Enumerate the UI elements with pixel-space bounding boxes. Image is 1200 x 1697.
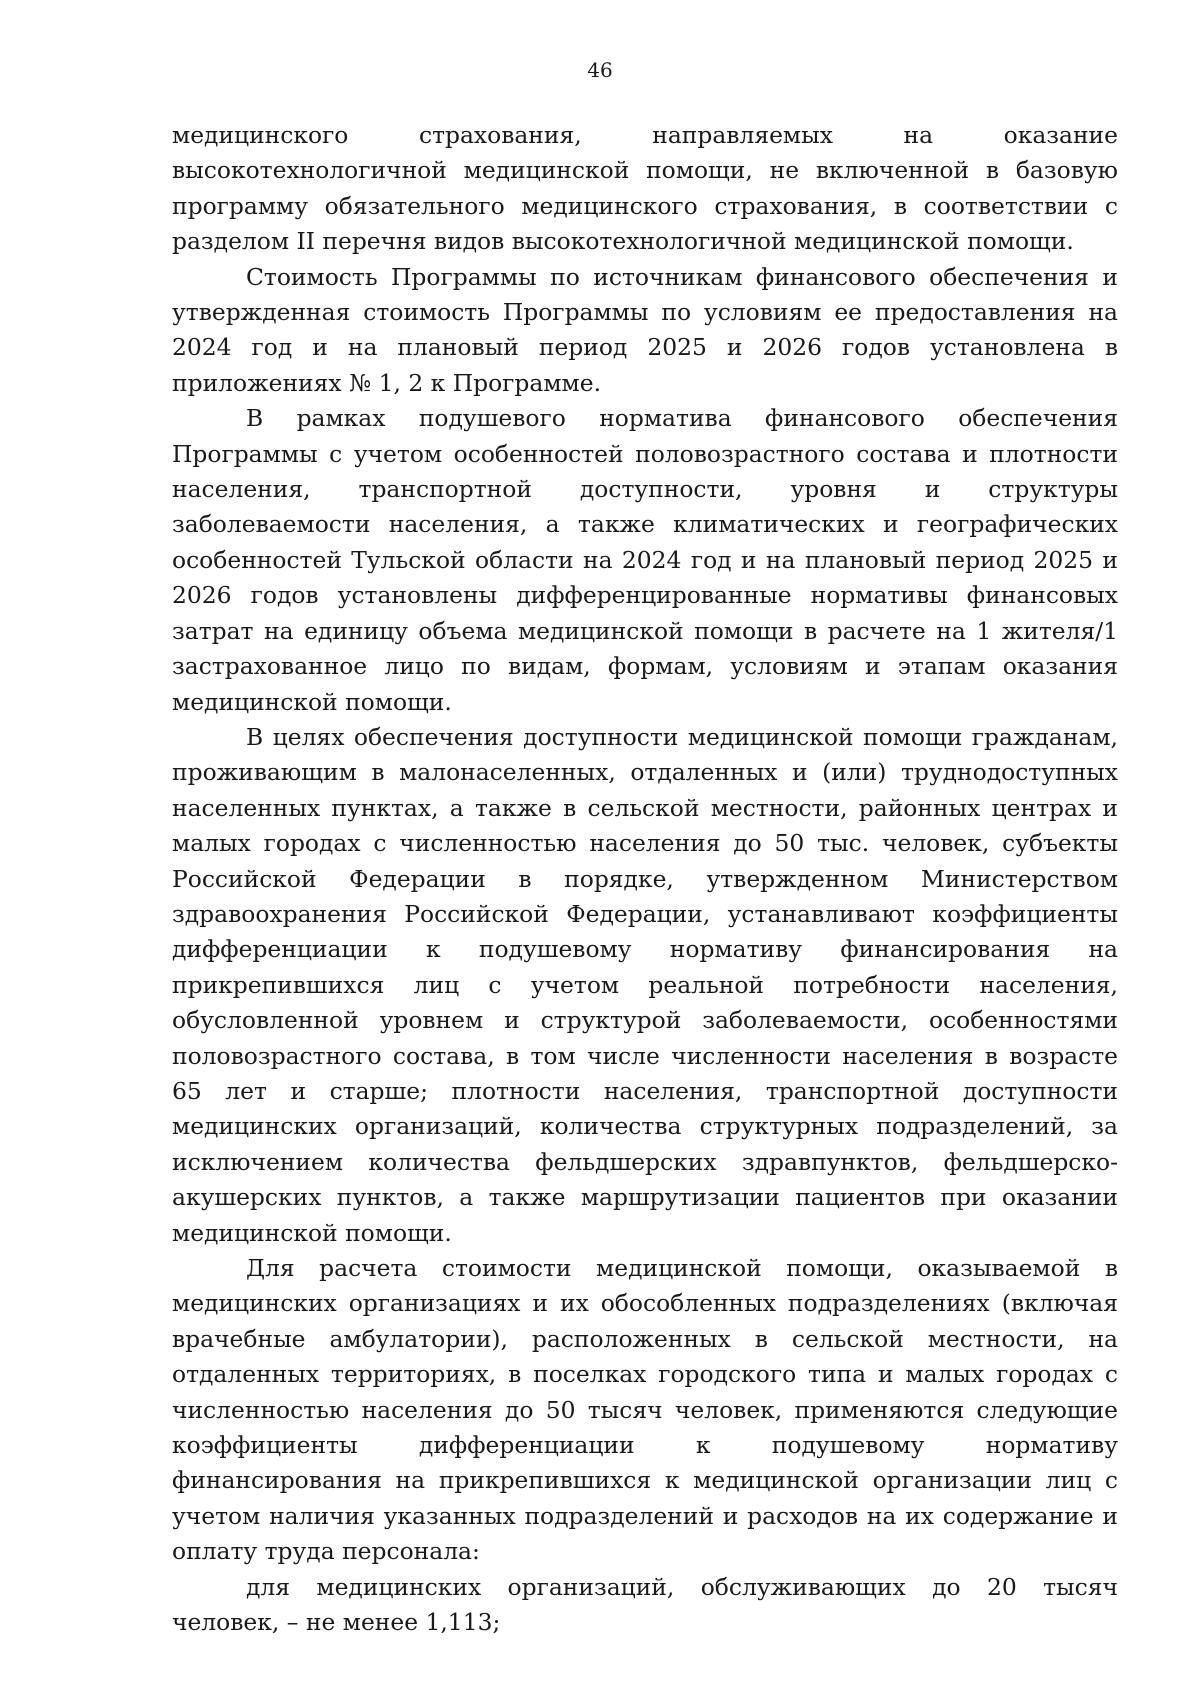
paragraph-continuation: медицинского страхования, направляемых на оказание высокотехнологичной медицинской помощи, не включенной в базовую программу обязательного медицинского страхования, в соответствии с разделом II перечня видов высокотехнологичной медицинской помощи. xyxy=(172,121,1118,256)
paragraph-coefficient-item: для медицинских организаций, обслуживающих до 20 тысяч человек, – не менее 1,113; xyxy=(172,1572,1118,1637)
page-number: 46 xyxy=(587,58,613,82)
document-body xyxy=(172,118,1118,1640)
paragraph-per-capita-standard: В рамках подушевого норматива финансового обеспечения Программы с учетом особенностей половозрастного состава и плотности населения, транспортной доступности, уровня и структуры заболеваемости населения, а также климатических и географических особенностей Тульской области на 2024 год и на плановый период 2025 и 2026 годов установлены дифференцированные нормативы финансовых затрат на единицу объема медицинской помощи в расчете на 1 жителя/1 застрахованное лицо по видам, формам, условиям и этапам оказания медицинской помощи. xyxy=(172,404,1118,716)
paragraph-cost-calculation: Для расчета стоимости медицинской помощи, оказываемой в медицинских организациях и их обособленных подразделениях (включая врачебные амбулатории), расположенных в сельской местности, на отдаленных территориях, в поселках городского типа и малых городах с численностью населения до 50 тысяч человек, применяются следующие коэффициенты дифференциации к подушевому нормативу финансирования на прикрепившихся к медицинской организации лиц с учетом наличия указанных подразделений и расходов на их содержание и оплату труда персонала: xyxy=(172,1254,1118,1566)
paragraph-accessibility: В целях обеспечения доступности медицинской помощи гражданам, проживающим в малонаселенных, отдаленных и (или) труднодоступных населенных пунктах, а также в сельской местности, районных центрах и малых городах с численностью населения до 50 тыс. человек, субъекты Российской Федерации в порядке, утвержденном Министерством здравоохранения Российской Федерации, устанавливают коэффициенты дифференциации к подушевому нормативу финансирования на прикрепившихся лиц с учетом реальной потребности населения, обусловленной уровнем и структурой заболеваемости, особенностями половозрастного состава, в том числе численности населения в возрасте 65 лет и старше; плотности населения, транспортной доступности медицинских организаций, количества структурных подразделений, за исключением количества фельдшерских здравпунктов, фельдшерско-акушерских пунктов, а также маршрутизации пациентов при оказании медицинской помощи. xyxy=(172,722,1118,1247)
paragraph-program-cost: Стоимость Программы по источникам финансового обеспечения и утвержденная стоимость Программы по условиям ее предоставления на 2024 год и на плановый период 2025 и 2026 годов установлена в приложениях № 1, 2 к Программе. xyxy=(172,262,1118,397)
